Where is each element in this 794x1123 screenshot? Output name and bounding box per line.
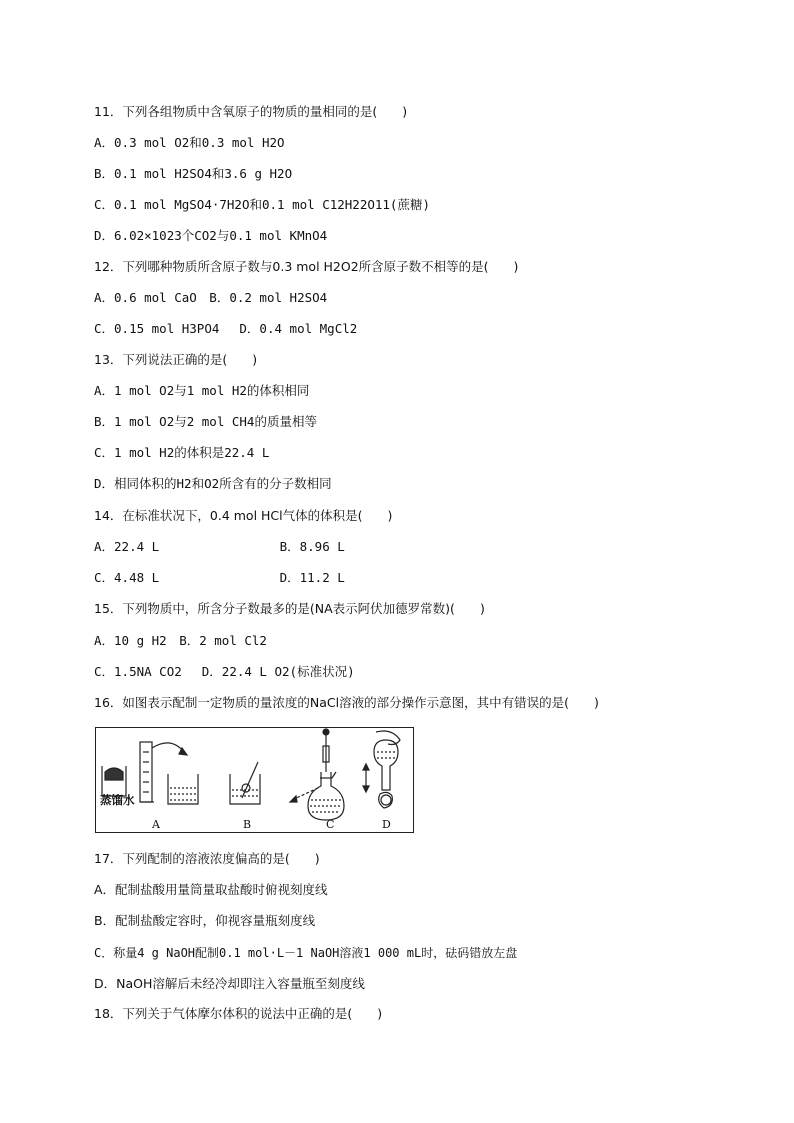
figure-label-d: D — [382, 818, 391, 831]
question-17-stem: 17．下列配制的溶液浓度偏高的是( ) — [94, 851, 320, 866]
question-13-option-a: A．1 mol O2与1 mol H2的体积相同 — [94, 383, 310, 398]
distilled-water-label: 蒸馏水 — [100, 793, 135, 807]
question-13-option-c: C．1 mol H2的体积是22.4 L — [94, 445, 270, 460]
question-11-stem: 11．下列各组物质中含氧原子的物质的量相同的是( ) — [94, 104, 408, 119]
question-17-option-c: C．称量4 g NaOH配制0.1 mol·L－1 NaOH溶液1 000 mL时，砝码错放左盘 — [94, 946, 518, 960]
question-12-option-cd: C．0.15 mol H3PO4 D．0.4 mol MgCl2 — [94, 321, 358, 336]
question-11-option-a: A．0.3 mol O2和0.3 mol H2O — [94, 135, 285, 150]
question-18-stem: 18．下列关于气体摩尔体积的说法中正确的是( ) — [94, 1006, 383, 1021]
question-15-option-cd: C．1.5NA CO2 D．22.4 L O2(标准状况) — [94, 664, 355, 679]
figure-label-c: C — [326, 818, 335, 831]
question-12-option-ab: A．0.6 mol CaO B．0.2 mol H2SO4 — [94, 290, 328, 305]
figure-label-b: B — [243, 818, 252, 831]
question-17-option-d: D．NaOH溶解后未经冷却即注入容量瓶至刻度线 — [94, 976, 365, 991]
question-16-stem: 16．如图表示配制一定物质的量浓度的NaCl溶液的部分操作示意图，其中有错误的是( ) — [94, 695, 599, 710]
question-15-option-ab: A．10 g H2 B．2 mol Cl2 — [94, 633, 267, 648]
question-12-stem: 12．下列哪种物质所含原子数与0.3 mol H2O2所含原子数不相等的是( ) — [94, 259, 519, 274]
question-14-option-ab: A．22.4 L B．8.96 L — [94, 539, 345, 554]
figure-label-a: A — [152, 818, 160, 831]
question-14-stem: 14．在标准状况下，0.4 mol HCl气体的体积是( ) — [94, 508, 393, 523]
question-13-option-b: B．1 mol O2与2 mol CH4的质量相等 — [94, 414, 317, 429]
question-15-stem: 15．下列物质中，所含分子数最多的是(NA表示阿伏加德罗常数)( ) — [94, 601, 485, 616]
question-14-option-cd: C．4.48 L D．11.2 L — [94, 570, 345, 585]
lab-apparatus-drawing — [96, 728, 413, 832]
question-13-stem: 13．下列说法正确的是( ) — [94, 352, 258, 367]
solution-preparation-figure — [95, 727, 414, 833]
question-11-option-b: B．0.1 mol H2SO4和3.6 g H2O — [94, 166, 293, 181]
question-13-option-d: D．相同体积的H2和O2所含有的分子数相同 — [94, 476, 332, 491]
question-17-option-b: B．配制盐酸定容时，仰视容量瓶刻度线 — [94, 913, 316, 928]
question-11-option-c: C．0.1 mol MgSO4·7H2O和0.1 mol C12H22O11(蔗糖) — [94, 197, 430, 212]
question-11-option-d: D．6.02×1023个CO2与0.1 mol KMnO4 — [94, 228, 328, 243]
question-17-option-a: A．配制盐酸用量筒量取盐酸时俯视刻度线 — [94, 882, 328, 897]
